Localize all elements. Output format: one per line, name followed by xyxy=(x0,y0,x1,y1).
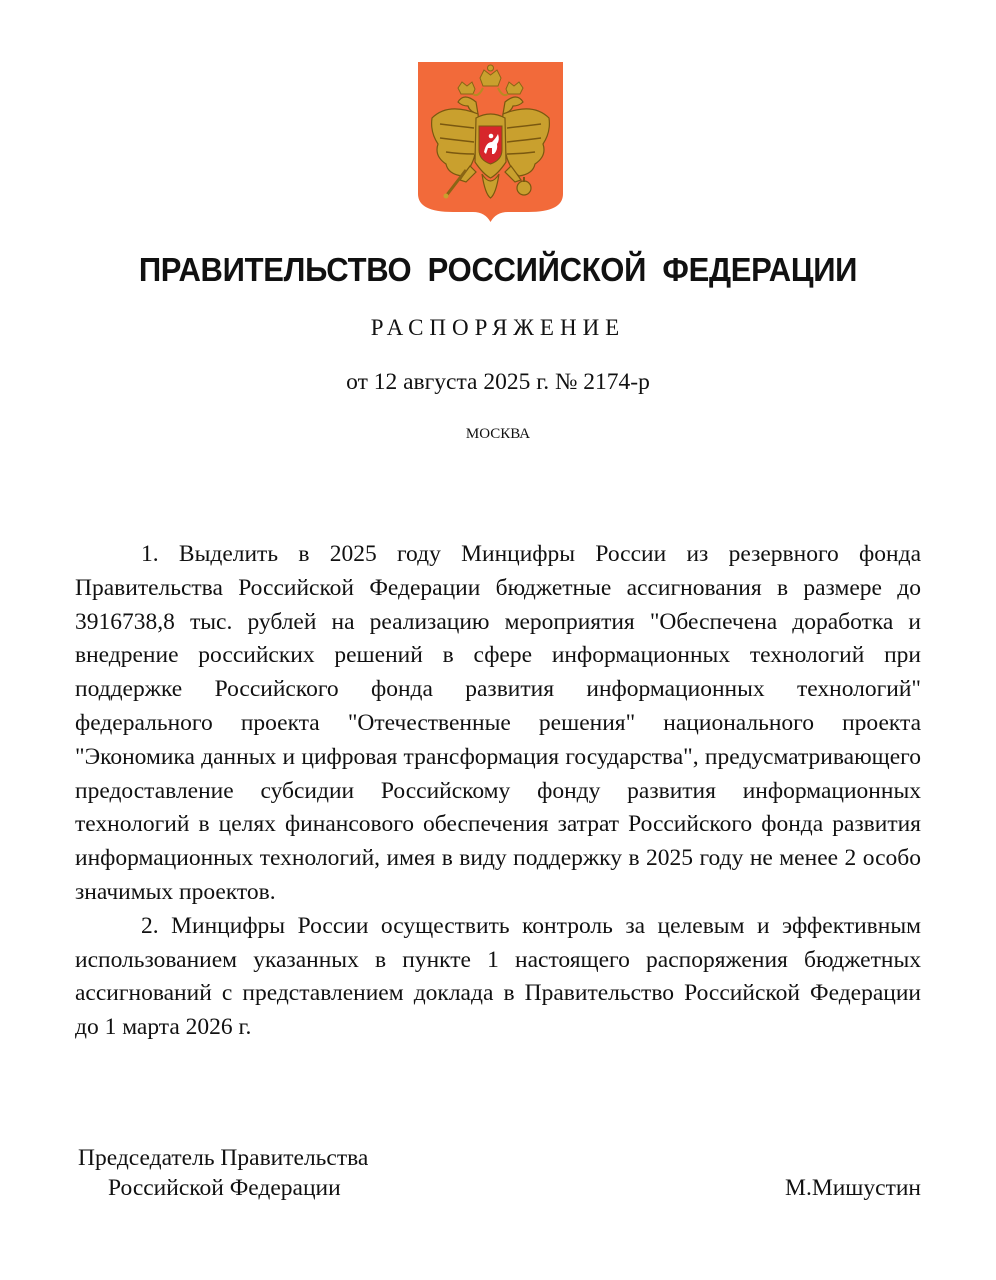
document-type: РАСПОРЯЖЕНИЕ xyxy=(370,315,626,340)
signatory-position-line2: Российской Федерации xyxy=(108,1175,341,1201)
paragraph-2: 2. Минцифры России осуществить контроль за целевым и эффективным использованием указанных в пункте 1 настоящего распоряжения бюджетных ассигнований с представлением доклада в Правительство Российской Федерации до 1 марта 2026 г. xyxy=(75,912,921,1041)
document-body xyxy=(75,538,921,1045)
signatory-position xyxy=(78,1143,368,1203)
coat-of-arms-icon xyxy=(418,62,563,222)
document-date-number: от 12 августа 2025 г. № 2174-р xyxy=(346,369,650,395)
paragraph-1: 1. Выделить в 2025 году Минцифры России из резервного фонда Правительства Российской Федерации бюджетные ассигнования в размере до 3916738,8 тыс. рублей на реализацию мероприятия "Обеспечена доработка и внедрение российских решений в сфере информационных технологий при поддержке Российского фонда развития информационных технологий" федерального проекта "Отечественные решения" национального проекта "Экономика данных и цифровая трансформация государства", предусматривающего предоставление субсидии Российскому фонду развития информационных технологий в целях финансового обеспечения затрат Российского фонда развития информационных технологий, имея в виду поддержку в 2025 году не менее 2 особо значимых проектов. xyxy=(75,541,921,905)
document-city: МОСКВА xyxy=(465,426,531,442)
signatory-position-line1: Председатель Правительства xyxy=(78,1145,369,1171)
authority-title: ПРАВИТЕЛЬСТВО РОССИЙСКОЙ ФЕДЕРАЦИИ xyxy=(138,250,858,289)
signatory-name: М.Мишустин xyxy=(785,1175,921,1201)
